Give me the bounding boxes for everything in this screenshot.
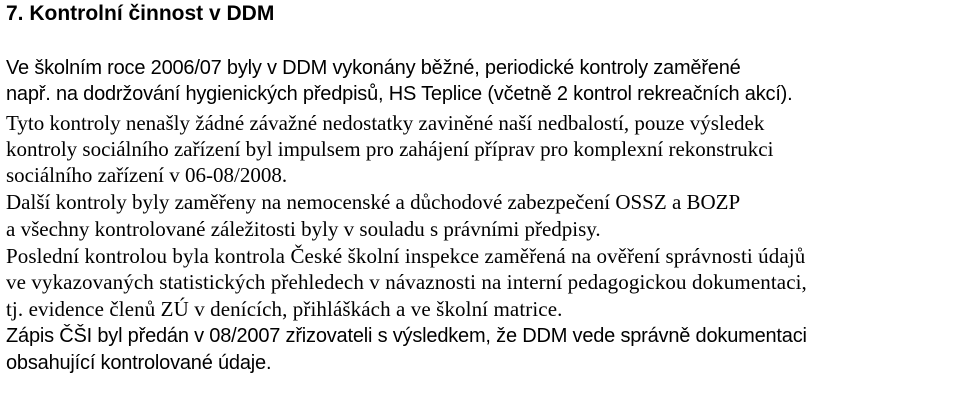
paragraph-line-12: obsahující kontrolované údaje. <box>6 352 272 374</box>
paragraph-line-11: Zápis ČŠI byl předán v 08/2007 zřizovateli s výsledkem, že DDM vede správně dokumentaci <box>6 325 807 347</box>
paragraph-line-1: Ve školním roce 2006/07 byly v DDM vykonány běžné, periodické kontroly zaměřené <box>6 57 741 79</box>
paragraph-line-6: Další kontroly byly zaměřeny na nemocenské a důchodové zabezpečení OSSZ a BOZP <box>6 190 741 214</box>
paragraph-line-8: Poslední kontrolou byla kontrola České školní inspekce zaměřená na ověření správnosti údajů <box>6 244 806 268</box>
paragraph-line-3: Tyto kontroly nenašly žádné závažné nedostatky zaviněné naší nedbalostí, pouze výsledek <box>6 111 765 135</box>
paragraph-line-4: kontroly sociálního zařízení byl impulsem pro zahájení příprav pro komplexní rekonstrukci <box>6 137 774 161</box>
paragraph-line-5: sociálního zařízení v 06-08/2008. <box>6 163 288 187</box>
paragraph-line-7: a všechny kontrolované záležitosti byly v souladu s právními předpisy. <box>6 217 601 241</box>
paragraph-line-9: ve vykazovaných statistických přehledech v návaznosti na interní pedagogickou dokumentaci, <box>6 270 807 294</box>
paragraph-line-2: např. na dodržování hygienických předpisů, HS Teplice (včetně 2 kontrol rekreačních akcí). <box>6 83 793 105</box>
paragraph-line-10: tj. evidence členů ZÚ v denících, přihláškách a ve školní matrice. <box>6 297 563 321</box>
section-heading: 7. Kontrolní činnost v DDM <box>6 2 275 25</box>
